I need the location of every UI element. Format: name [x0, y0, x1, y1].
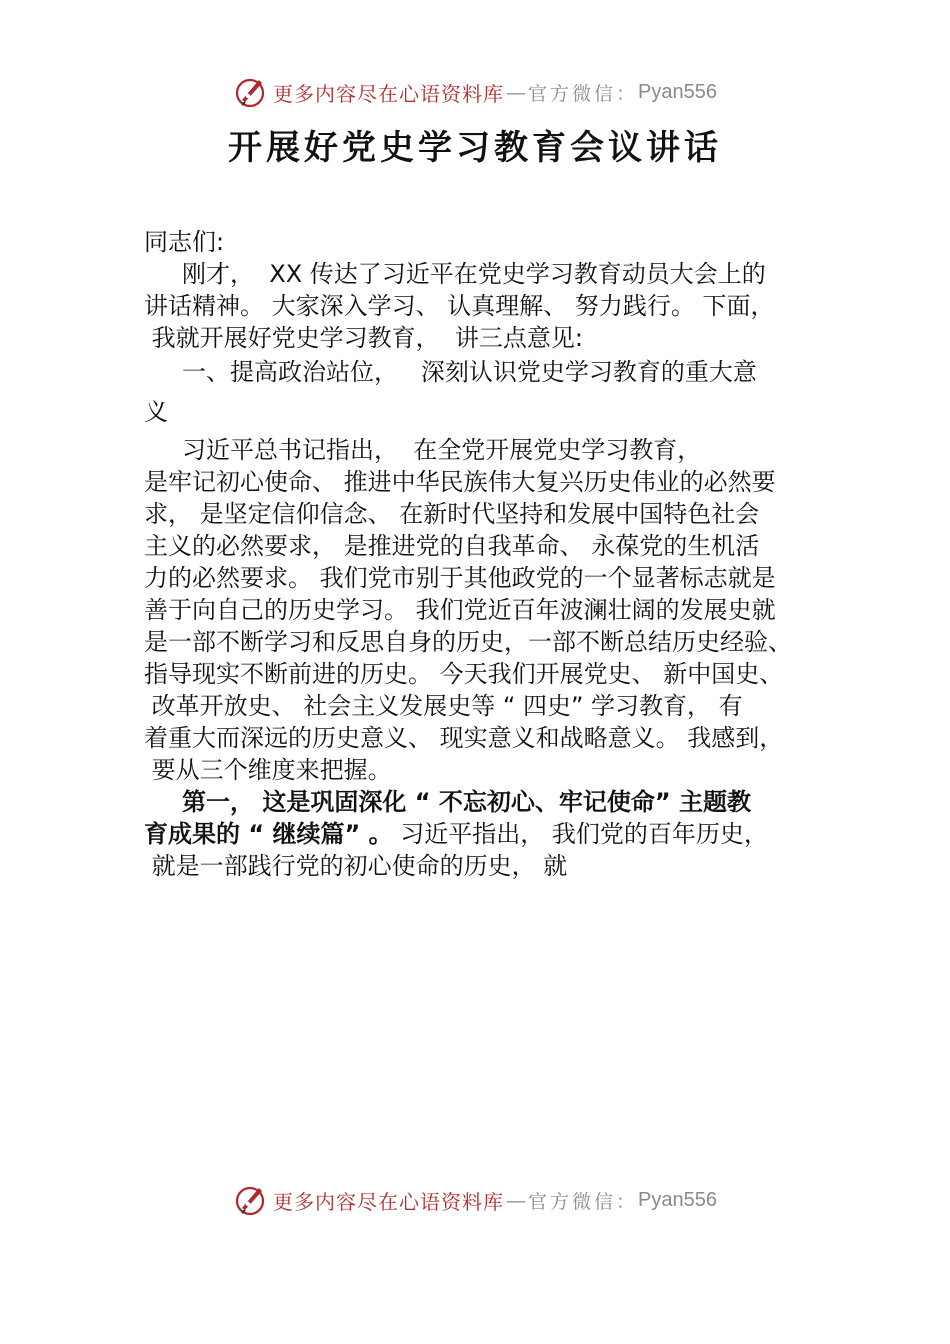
text-line: 着重大而深远的历史意义、 现实意义和战略意义。 我感到， — [144, 724, 784, 752]
heading-line: 一、提高政治站位， 深刻认识党史学习教育的重大意 — [182, 358, 757, 386]
watermark-official-label: 官方微信： — [528, 1190, 639, 1213]
text-line: 指导现实不断前进的历史。 今天我们开展党史、 新中国史、 — [144, 660, 784, 688]
paragraph-1 — [144, 434, 824, 786]
text-line: 改革开放史、 社会主义发展史等 “ 四史” 学习教育， 有 — [144, 692, 743, 720]
paragraph-2 — [144, 786, 824, 882]
text-line: 主义的必然要求， 是推进党的自我革命、 永葆党的生机活 — [144, 532, 760, 560]
text-segment: 习近平指出， 我们党的百年历史， — [392, 820, 768, 848]
text-line: 习近平总书记指出， 在全党开展党史学习教育， — [182, 436, 702, 464]
text-line — [144, 818, 824, 850]
watermark-separator: — — [506, 80, 526, 104]
text-line: 善于向自己的历史学习。 我们党近百年波澜壮阔的发展史就 — [144, 596, 776, 624]
text-line: 力的必然要求。 我们党市别于其他政党的一个显著标志就是 — [144, 564, 776, 592]
bold-lead-text: 育成果的 “ 继续篇” 。 — [144, 820, 393, 848]
text-line: 是一部不断学习和反思自身的历史，一部不断总结历史经验、 — [144, 628, 792, 656]
document-title: 开展好党史学习教育会议讲话 — [228, 128, 722, 168]
intro-paragraph — [144, 258, 824, 354]
text-line: 是牢记初心使命、 推进中华民族伟大复兴历史伟业的必然要 — [144, 468, 776, 496]
watermark-wechat-id: Pyan556 — [638, 1188, 717, 1211]
watermark-wechat-id: Pyan556 — [638, 80, 717, 103]
watermark-brand: 更多内容尽在心语资料库 — [273, 81, 504, 106]
watermark-official-label: 官方微信： — [528, 82, 639, 105]
text-line: 求， 是坚定信仰信念、 在新时代坚持和发展中国特色社会 — [144, 500, 760, 528]
bold-lead-line: 第一， 这是巩固深化 “ 不忘初心、牢记使命” 主题教 — [182, 788, 751, 816]
greeting: 同志们: — [144, 228, 225, 256]
quill-pen-seal-icon — [233, 74, 269, 110]
watermark-brand: 更多内容尽在心语资料库 — [273, 1189, 504, 1214]
header-watermark — [0, 70, 950, 114]
document-body — [144, 226, 824, 882]
text-line: 就是一部践行党的初心使命的历史， 就 — [144, 852, 568, 880]
heading-line: 义 — [144, 398, 168, 426]
text-line: 刚才， XX 传达了习近平在党史学习教育动员大会上的 — [182, 260, 766, 288]
text-line: 要从三个维度来把握。 — [144, 756, 392, 784]
quill-pen-seal-icon — [233, 1182, 269, 1218]
watermark-separator: — — [506, 1188, 526, 1212]
text-line: 讲话精神。 大家深入学习、 认真理解、 努力践行。 下面， — [144, 292, 775, 320]
text-line: 我就开展好党史学习教育， 讲三点意见: — [144, 324, 583, 352]
footer-watermark — [0, 1178, 950, 1222]
section-heading-1 — [144, 354, 824, 434]
